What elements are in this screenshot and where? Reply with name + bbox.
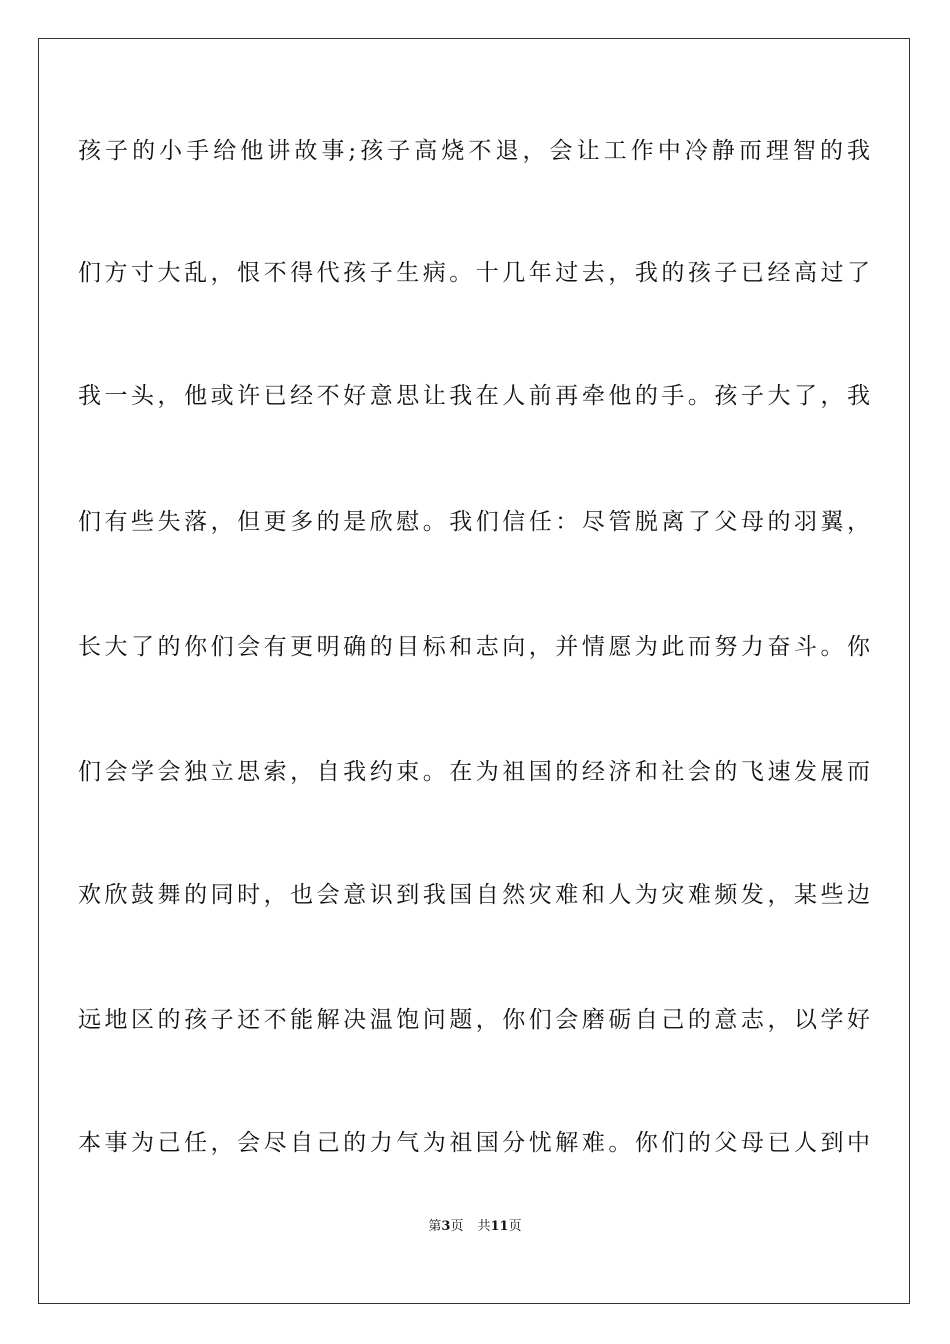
total-pages: 11	[490, 1219, 509, 1234]
total-prefix: 共	[477, 1219, 491, 1234]
total-suffix: 页	[508, 1219, 522, 1234]
page-suffix: 页	[450, 1219, 464, 1234]
body-line-4: 们有些失落，但更多的是欣慰。我们信任：尽管脱离了父母的羽翼，	[78, 509, 870, 535]
body-line-9: 本事为己任，会尽自己的力气为祖国分忧解难。你们的父母已人到中	[78, 1130, 870, 1156]
body-line-3: 我一头，他或许已经不好意思让我在人前再牵他的手。孩子大了，我	[78, 383, 870, 409]
body-line-8: 远地区的孩子还不能解决温饱问题，你们会磨砺自己的意志，以学好	[78, 1007, 870, 1033]
body-line-7: 欢欣鼓舞的同时，也会意识到我国自然灾难和人为灾难频发，某些边	[78, 882, 870, 908]
body-line-5: 长大了的你们会有更明确的目标和志向，并情愿为此而努力奋斗。你	[78, 634, 870, 660]
body-line-1: 孩子的小手给他讲故事;孩子高烧不退，会让工作中冷静而理智的我	[78, 138, 870, 164]
page-border	[38, 38, 910, 1304]
body-line-2: 们方寸大乱，恨不得代孩子生病。十几年过去，我的孩子已经高过了	[78, 260, 870, 286]
body-line-6: 们会学会独立思索，自我约束。在为祖国的经济和社会的飞速发展而	[78, 759, 870, 785]
page-footer	[0, 1218, 950, 1236]
page-number: 3	[441, 1219, 451, 1234]
page-prefix: 第	[428, 1219, 442, 1234]
